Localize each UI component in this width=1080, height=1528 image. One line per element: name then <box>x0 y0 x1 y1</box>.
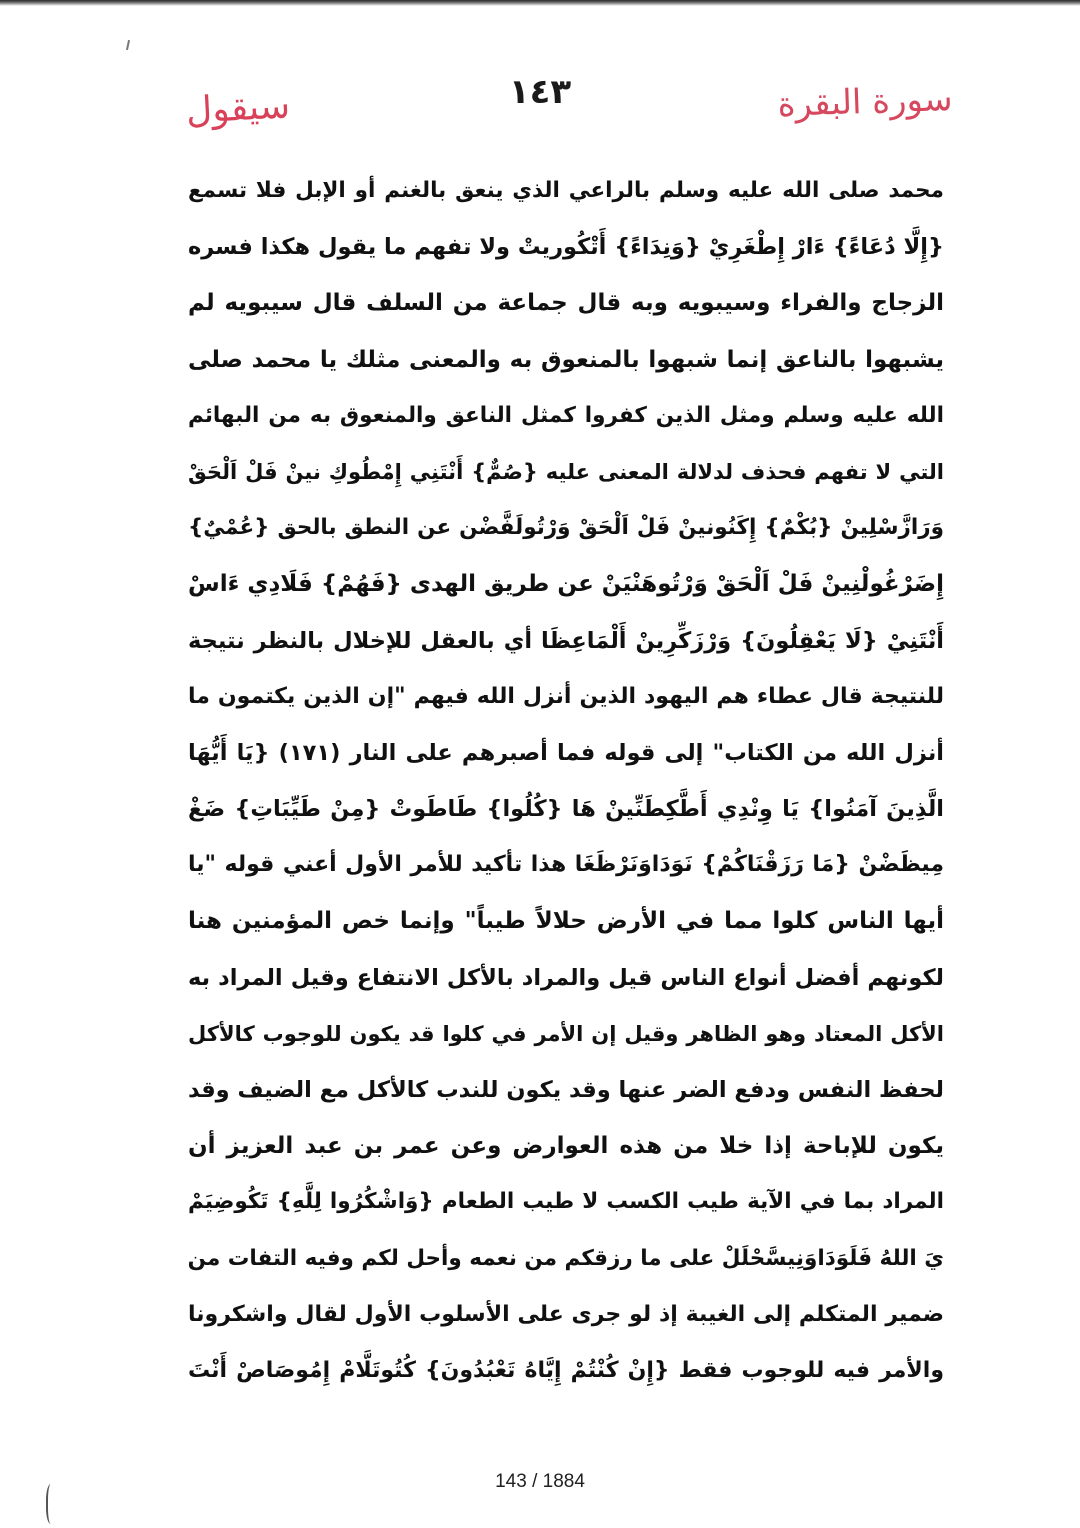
text-line: ضمير المتكلم إلى الغيبة إذ لو جرى على الأسلوب الأول لقال واشكرونا <box>188 1301 944 1327</box>
text-line: أيها الناس كلوا مما في الأرض حلالاً طيباً" وإنما خص المؤمنين هنا <box>188 908 944 935</box>
margin-bracket-mark <box>46 1484 58 1524</box>
text-line: يشبهوا بالناعق إنما شبهوا بالمنعوق به والمعنى مثلك يا محمد صلى <box>188 346 944 373</box>
text-line: يكون للإباحة إذا خلا من هذه العوارض وعن عمر بن عبد العزيز أن <box>188 1133 944 1160</box>
text-line: وَرَازَّسْلِينْ {بُكْمٌ} إِكَنُونينْ فَلْ اَلْحَقْ وَرْتُولَفَّضْن عن النطق بالحق {عُمْيٌ} <box>188 515 944 541</box>
pen-tick-mark <box>126 40 130 50</box>
text-line: لحفظ النفس ودفع الضر عنها وقد يكون للندب كالأكل مع الضيف وقد <box>188 1077 944 1103</box>
text-line: الَّذِينَ آمَنُوا} يَا وِنْدِي أَطَّكِطَنِّينْ هَا {كُلُوا} طَاطَوتْ {مِنْ طَيِّبَاتِ} ضَغْ <box>188 796 944 823</box>
text-line: المراد بما في الآية طيب الكسب لا طيب الطعام {وَاشْكُرُوا لِلَّهِ} تَكُوضِيَمْ <box>188 1189 944 1215</box>
surah-name-header: سورة البقرة <box>776 78 954 126</box>
text-line: أَنْتَنِيْ {لَا يَعْقِلُونَ} وَرْزَكِّرِينْ أَلْمَاعِظَا أي بالعقل للإخلال بالنظر نتيجة <box>188 627 944 654</box>
text-line: يَ اللهُ فَلَوَدَاوَنِيسَّحْلَلْ على ما رزقكم من نعمه وأحل لكم وفيه التفات من <box>188 1245 944 1271</box>
text-line: إِضَرْغُولْنِينْ فَلْ اَلْحَقْ وَرْتُوهَنْيَنْ عن طريق الهدى {فَهُمْ} فَلَادِي ءَاسْ <box>188 571 944 598</box>
text-line: أنزل الله من الكتاب" إلى قوله فما أصبرهم على النار (١٧١) {يَا أَيُّهَا <box>188 739 944 766</box>
page-counter: 143 / 1884 <box>495 1471 585 1492</box>
text-line: الزجاج والفراء وسيبويه وبه قال جماعة من السلف قال سيبويه لم <box>188 290 944 317</box>
text-line: التي لا تفهم فحذف لدلالة المعنى عليه {صُمٌّ} أَنْتَنِي إِمْطُوكِ نينْ فَلْ اَلْحَقْ <box>188 459 944 484</box>
text-line: لكونهم أفضل أنواع الناس قيل والمراد بالأكل الانتفاع وقيل المراد به <box>188 964 944 991</box>
text-line: الأكل المعتاد وهو الظاهر وقيل إن الأمر في كلوا قد يكون للوجوب كالأكل <box>188 1021 944 1046</box>
part-name-header: سيقول <box>184 85 292 132</box>
text-line: محمد صلى الله عليه وسلم بالراعي الذي ينعق بالغنم أو الإبل فلا تسمع <box>188 178 944 203</box>
text-line: والأمر فيه للوجوب فقط {إِنْ كُنْتُمْ إِيَّاهُ تَعْبُدُونَ} كُتُوتَلَّامْ إِمُوصَاصْ أَنْتَ <box>188 1357 944 1383</box>
text-line: الله عليه وسلم ومثل الذين كفروا كمثل الناعق والمنعوق به من البهائم <box>188 402 944 428</box>
body-text <box>188 163 944 1399</box>
page-number-header: ١٤٣ <box>508 72 572 112</box>
text-line: {إِلَّا دُعَاءً} ءَارْ إِطْغَرِيْ {وَنِدَاءً} أَتْكُوريتْ ولا تفهم ما يقول هكذا فسره <box>188 234 944 261</box>
text-line: مِيظَضْنْ {مَا رَزَقْنَاكُمْ} نَوَدَاوَنَرْظَغَا هذا تأكيد للأمر الأول أعني قوله "يا <box>188 852 944 878</box>
text-line: للنتيجة قال عطاء هم اليهود الذين أنزل الله فيهم "إن الذين يكتمون ما <box>188 683 944 709</box>
